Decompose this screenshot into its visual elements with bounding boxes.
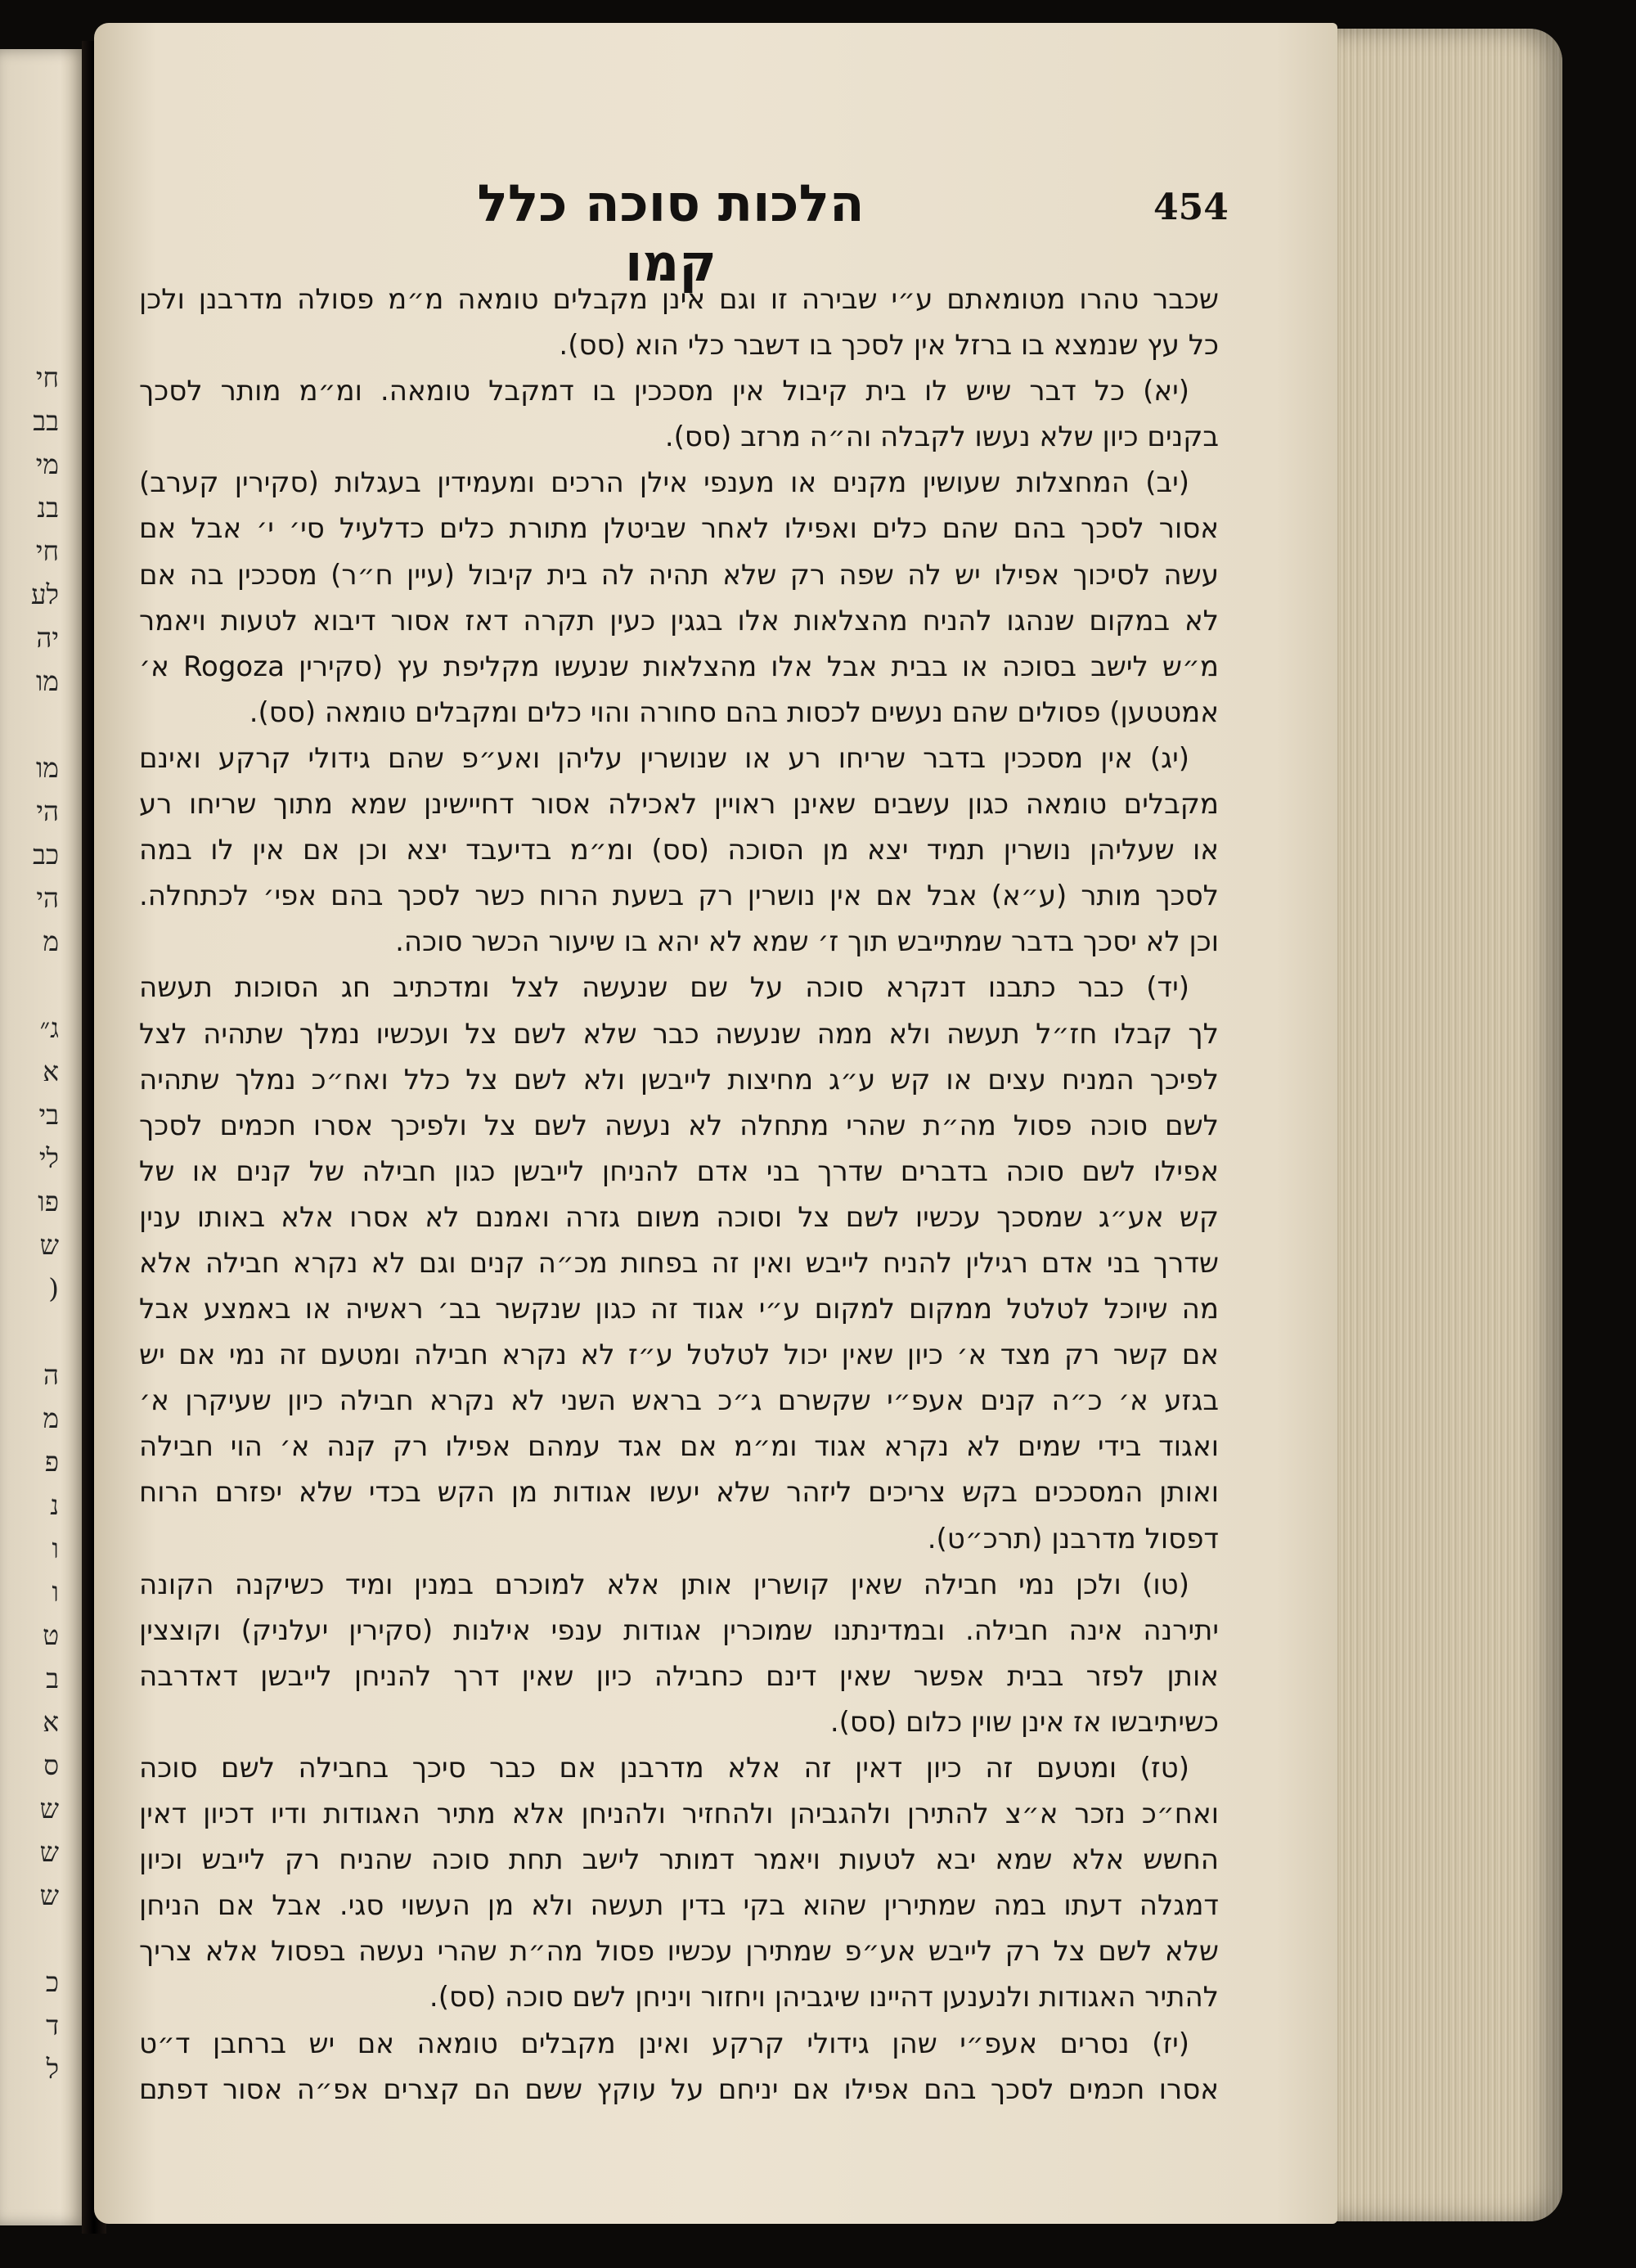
- left-page-fragment: כ: [45, 1966, 59, 1998]
- text-line: שכבר טהרו מטומאתם ע״י שבירה זו וגם אינן מקבלים טומאה מ״מ פסולה מדרבנן ולכן: [139, 283, 1219, 316]
- text-line: מקבלים טומאה כגון עשבים שאינן ראויין לאכילה אסור דחיישינן שמא מתוך שריחו רע: [139, 788, 1219, 821]
- text-line: (יג) אין מסככין בדבר שריחו רע או שנושרין עליהן ואע״פ שהם גידולי קרקע ואינם: [139, 741, 1189, 775]
- left-page-fragment: [2, 963, 59, 1006]
- left-page-fragment: ב: [46, 1663, 59, 1694]
- left-page-fragment: הי: [36, 882, 59, 914]
- text-line: מה שיוכל לטלטל ממקום למקום ע״י אגוד זה כגון שנקשר בב׳ ראשיה או באמצע אבל: [139, 1293, 1219, 1326]
- text-line: דמגלה דעתו במה שמתירין שהוא בקי בדין תעשה ולא מן העשוי סגי. אבל אם הניחן: [139, 1889, 1219, 1923]
- left-page-fragment: חי: [35, 535, 59, 567]
- left-page-fragment: פו: [38, 1186, 59, 1217]
- text-line: או שעליהן נושרין תמיד יצא מן הסוכה (סס) ומ״מ בדיעבד יצא וכן אם אין לו במה: [139, 834, 1219, 867]
- left-page-fragment: ס: [43, 1749, 59, 1781]
- left-page-fragment: מי: [35, 448, 59, 480]
- left-page-fragment: א: [43, 1055, 59, 1087]
- left-page-fragment: ו: [52, 1532, 59, 1564]
- left-page-fragment: נ: [50, 1489, 59, 1521]
- left-page-fragment: כב: [32, 839, 59, 871]
- text-line: (טו) ולכן נמי חבילה שאין קושרין אותן אלא למוכרם במנין ומיד כשיקנה הקונה: [139, 1568, 1189, 1601]
- text-line: אסרו חכמים לסכך בהם אפילו אם יניחם על עוקץ ששם הם קצרים אפ״ה אסור דפתם: [139, 2072, 1219, 2106]
- text-line: (יב) המחצלות שעושין מקנים או מענפי אילן הרכים ומעמידין בעגלות (סקירין קערב): [139, 466, 1189, 500]
- text-line: אפילו לשם סוכה בדברים שדרך בני אדם להניחן לייבשן כגון חבילה של קנים או של: [139, 1154, 1219, 1188]
- left-page-fragment: [2, 1310, 59, 1353]
- text-line: וכן לא יסכך בדבר שמתייבש תוך ז׳ שמא לא יהא בו שיעור הכשר סוכה.: [395, 925, 1219, 959]
- text-line: שדרך בני אדם רגילין להניח לייבש ואין זה בפחות מכ״ה קנים וגם לא נקרא חבילה אלא: [139, 1246, 1219, 1280]
- text-line: (יז) נסרים אעפ״י שהן גידולי קרקע ואינן מקבלים טומאה אם יש ברחבן ד״ט: [139, 2027, 1189, 2060]
- left-page-fragment: בנ: [37, 492, 59, 524]
- text-line: ואותן המסככים בקש צריכים ליזהר שלא יעשו אגודות מן הקש בכדי שלא יפזרם הרוח: [139, 1476, 1219, 1510]
- left-page-fragment: ל: [46, 2053, 59, 2085]
- text-line: בקנים כיון שלא נעשו לקבלה וה״ה מרזב (סס).: [664, 421, 1219, 454]
- text-line: ואגוד בידי שמים לא נקרא אגוד ומ״מ אם אגד עמהם אפילו רק קנה א׳ הוי חבילה: [139, 1430, 1219, 1464]
- text-line: אמטטען) פסולים שהם נעשים לכסות בהם סחורה והוי כלים ומקבלים טומאה (סס).: [249, 695, 1219, 729]
- left-page-fragment: ו: [52, 1576, 59, 1608]
- left-page-fragment: לע: [30, 578, 59, 610]
- page-fore-edge: [1333, 29, 1562, 2221]
- left-page-fragment: ש: [39, 1836, 59, 1868]
- left-page-fragment: ש: [39, 1879, 59, 1911]
- left-page-fragment: ש: [39, 1793, 59, 1825]
- text-line: כשיתיבשו אז אינן שוין כלום (סס).: [829, 1705, 1219, 1739]
- left-page-fragment: יה: [36, 622, 59, 654]
- left-page-fragment: מ: [43, 925, 59, 957]
- left-facing-page: [0, 49, 86, 2225]
- text-line: עשה לסיכוך אפילו יש לה שפה רק שלא תהיה לה בית קיבול (עיין ח״ר) מסככין בה אם: [139, 558, 1219, 592]
- left-page-fragment: ג״: [39, 1012, 59, 1044]
- text-line: ואח״כ נזכר א״צ להתירן ולהגביהן ולהחזיר ולהניחן אלא מתיר האגודות ודיו דכיון דאין: [139, 1798, 1219, 1831]
- left-page-fragment: מו: [35, 665, 59, 697]
- text-line: לא במקום שנהגו להניח מהצלאות אלו בגגין כעין תקרה דאז אסור דיבוא לטעות ויאמר: [139, 604, 1219, 637]
- left-page-fragment: מ: [43, 1402, 59, 1434]
- left-page-fragment: א: [43, 1706, 59, 1738]
- left-page-fragment: חי: [35, 362, 59, 394]
- left-page-fragment: הי: [36, 795, 59, 827]
- left-page-fragment: לי: [38, 1142, 59, 1174]
- text-line: שלא לשם צל רק לייבש אע״פ שמתירן עכשיו פסול מה״ת שהרי נעשה בפסול אלא צריך: [139, 1935, 1219, 1969]
- running-head: הלכות סוכה כלל קמו: [477, 173, 865, 293]
- left-page-fragment: ט: [43, 1619, 59, 1651]
- text-line: מ״ש לישב בסוכה או בבית אבל אלו מהצלאות שנעשו מקליפת עץ (סקירין Rogoza א׳: [139, 650, 1219, 683]
- text-line: לך קבלו חז״ל תעשה ולא ממה שנעשה כבר שלא לשם צל ועכשיו נמלך שתהיה לצל: [139, 1017, 1219, 1051]
- left-page-text-fragments: [2, 356, 59, 2090]
- text-line: יתירנה אינה חבילה. ובמדינתנו שמוכרין אגודות ענפי אילנות (סקירין יעלניק) וקוצצין: [139, 1613, 1219, 1647]
- text-line: אסור לסכך בהם שהם כלים ואפילו לאחר שביטלן מתורת כלים כדלעיל סי׳ י׳ אבל אם: [139, 512, 1219, 546]
- left-page-fragment: ש: [39, 1229, 59, 1261]
- text-line: לשם סוכה פסול מה״ת שהרי מתחלה לא נעשה לשם צל ולפיכך אסרו חכמים לסכך: [139, 1109, 1219, 1142]
- text-line: (יא) כל דבר שיש לו בית קיבול אין מסככין בו דמקבל טומאה. ומ״מ מותר לסכך: [139, 375, 1189, 408]
- text-line: לפיכך המניח עצים או קש ע״ג מחיצות לייבשן ולא לשם צל כלל ואח״כ נמלך שתהיה: [139, 1063, 1219, 1096]
- left-page-fragment: בב: [33, 405, 59, 437]
- text-line: דפסול מדרבנן (תרכ״ט).: [927, 1522, 1219, 1555]
- text-line: אם קשר רק מצד א׳ כיון שאין יכול לטלטל ע״ז לא נקרא חבילה ומטעם זה נמי אם יש: [139, 1339, 1219, 1372]
- text-line: כל עץ שנמצא בו ברזל אין לסכך בו דשבר כלי הוא (סס).: [559, 329, 1219, 362]
- text-line: (יד) כבר כתבנו דנקרא סוכה על שם שנעשה לצל ומדכתיב חג הסוכות תעשה: [139, 971, 1189, 1005]
- left-page-fragment: (: [48, 1272, 59, 1304]
- page-number: 454: [1153, 187, 1229, 228]
- left-page-fragment: ד: [46, 2009, 59, 2041]
- left-page-fragment: [2, 1917, 59, 1960]
- text-line: קש אע״ג שמסכך עכשיו לשם צל וסוכה משום גזרה ואמנם לא אסרו אלא באותו ענין: [139, 1200, 1219, 1234]
- left-page-fragment: ה: [43, 1359, 59, 1391]
- text-line: (טז) ומטעם זה כיון דאין זה אלא מדרבנן אם כבר סיכך בחבילה לשם סוכה: [139, 1752, 1189, 1784]
- body-text: [139, 277, 1219, 2113]
- left-page-fragment: מו: [35, 752, 59, 784]
- text-line: אותן לפזר בבית אפשר שאין דינם כחבילה כיון שאין דרך להניחן לייבשן דאדרבה: [139, 1659, 1219, 1693]
- left-page-fragment: [2, 703, 59, 746]
- left-page-fragment: פ: [44, 1446, 59, 1478]
- text-line: בגזע א׳ כ״ה קנים אעפ״י שקשרם ג״כ בראש השני לא נקרא חבילה כיון שעיקרן א׳: [139, 1384, 1219, 1418]
- text-line: החשש אלא שמא יבא לטעות ויאמר דמותר לישב תחת סוכה שהניח רק לייבש וכיון: [139, 1843, 1219, 1877]
- text-line: לסכך מותר (ע״א) אבל אם אין נושרין רק בשעת הרוח כשר לסכך בהם אפי׳ לכתחלה.: [139, 880, 1219, 913]
- left-page-fragment: בי: [38, 1099, 59, 1131]
- text-line: להתיר האגודות ולנענען דהיינו שיגביהן ויחזור ויניחן לשם סוכה (סס).: [429, 1981, 1219, 2014]
